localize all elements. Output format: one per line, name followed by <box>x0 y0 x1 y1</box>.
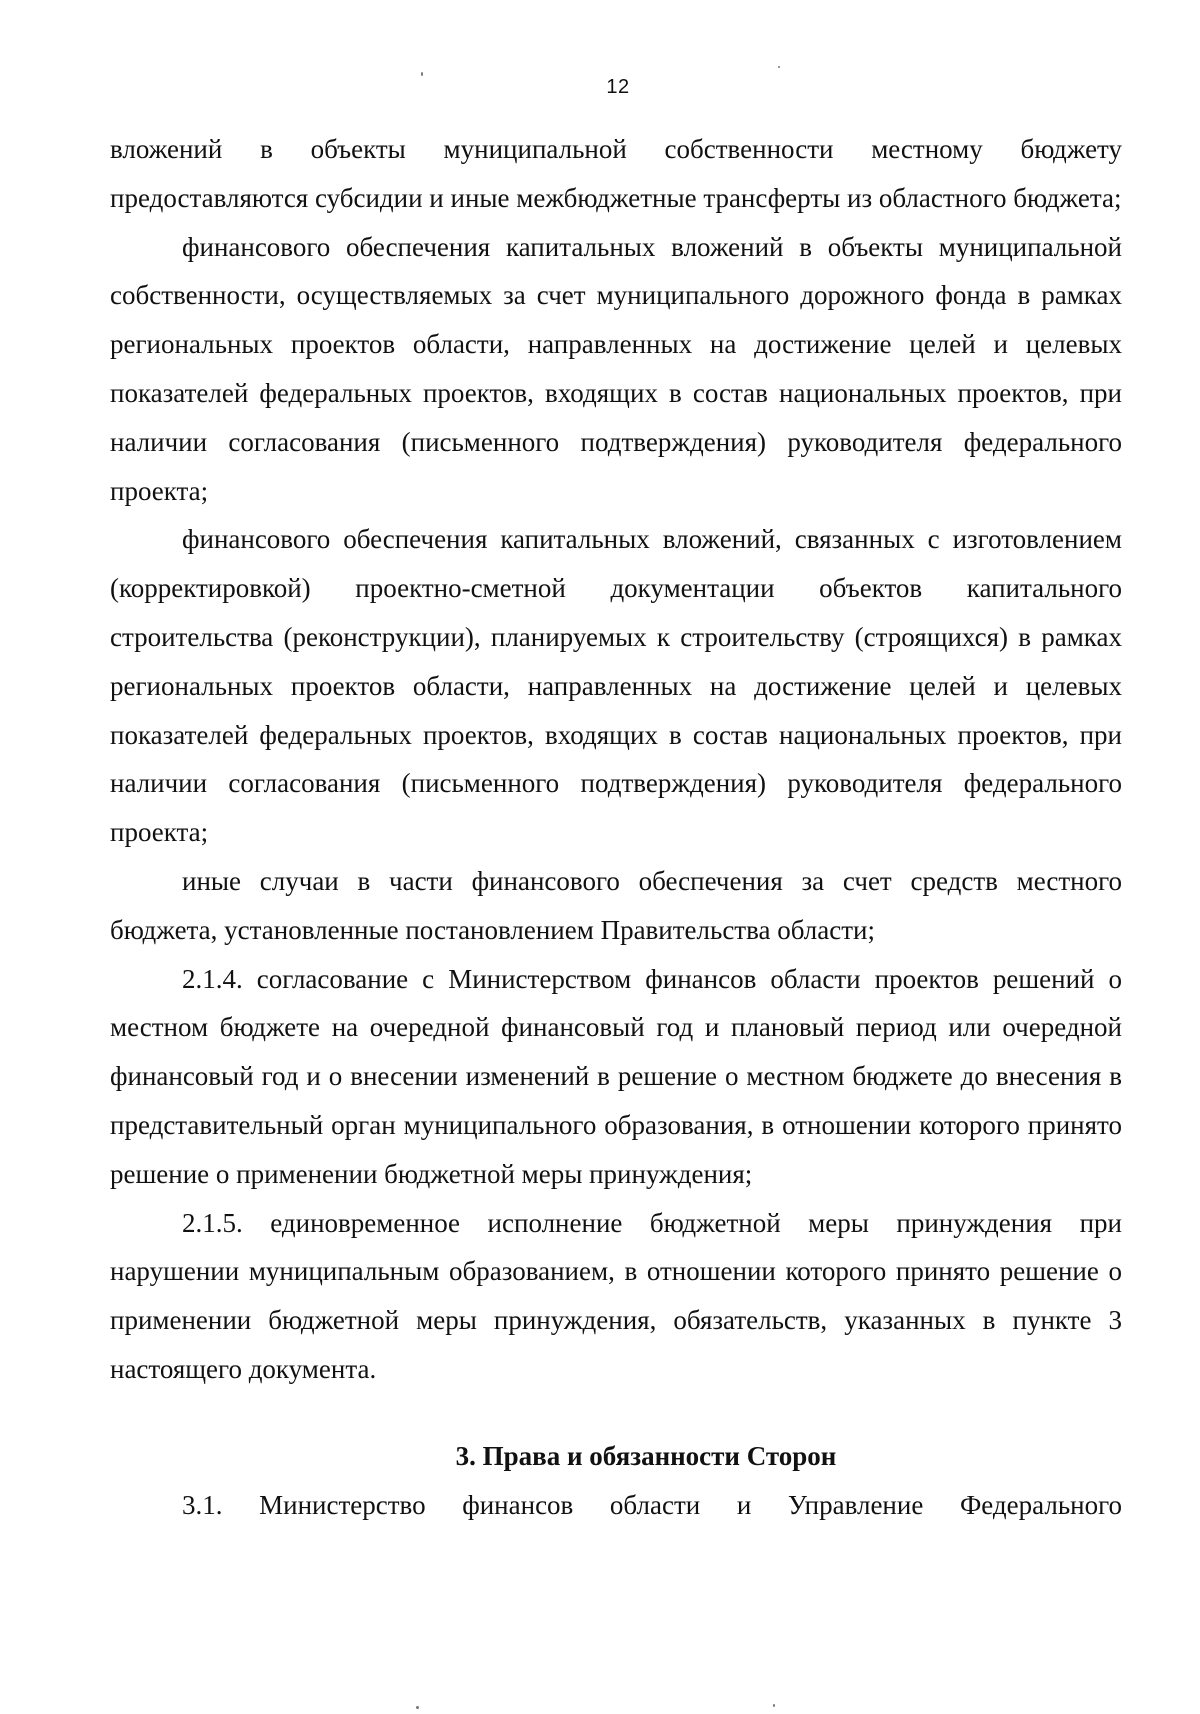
scan-speck <box>416 1706 419 1709</box>
paragraph-2: финансового обеспечения капитальных вложений в объекты муниципальной собственности, осуществляемых за счет муниципального дорожного фонда в рамках региональных проектов области, направленных на достижение целей и целевых показателей федеральных проектов, входящих в состав национальных проектов, при наличии согласования (письменного подтверждения) руководителя федерального проекта; <box>110 231 1122 506</box>
scan-speck <box>778 66 780 68</box>
scan-speck <box>421 72 423 76</box>
paragraph-4: иные случаи в части финансового обеспечения за счет средств местного бюджета, установленные постановлением Правительства области; <box>110 865 1122 945</box>
page-number: 12 <box>606 76 630 98</box>
section-heading: 3. Права и обязанности Сторон <box>455 1440 837 1471</box>
paragraph-3: финансового обеспечения капитальных вложений, связанных с изготовлением (корректировкой) проектно-сметной документации объектов капитального строительства (реконструкции), планируемых к строительству (строящихся) в рамках региональных проектов области, направленных на достижение целей и целевых показателей федеральных проектов, входящих в состав национальных проектов, при наличии согласования (письменного подтверждения) руководителя федерального проекта; <box>110 524 1122 848</box>
scan-speck <box>773 1704 775 1707</box>
paragraph-1: вложений в объекты муниципальной собственности местному бюджету предоставляются субсидии и иные межбюджетные трансферты из областного бюджета; <box>110 134 1122 213</box>
paragraph-5: 2.1.4. согласование с Министерством финансов области проектов решений о местном бюджете на очередной финансовый год и плановый период или очередной финансовый год и о внесении изменений в решение о местном бюджете до внесения в представительный орган муниципального образования, в отношении которого принято решение о применении бюджетной меры принуждения; <box>110 963 1122 1189</box>
section-first-line: 3.1. Министерство финансов области и Управление Федерального <box>182 1489 1122 1520</box>
document-body <box>110 125 1122 1529</box>
paragraph-6: 2.1.5. единовременное исполнение бюджетной меры принуждения при нарушении муниципальным образованием, в отношении которого принято решение о применении бюджетной меры принуждения, обязательств, указанных в пункте 3 настоящего документа. <box>110 1207 1122 1384</box>
